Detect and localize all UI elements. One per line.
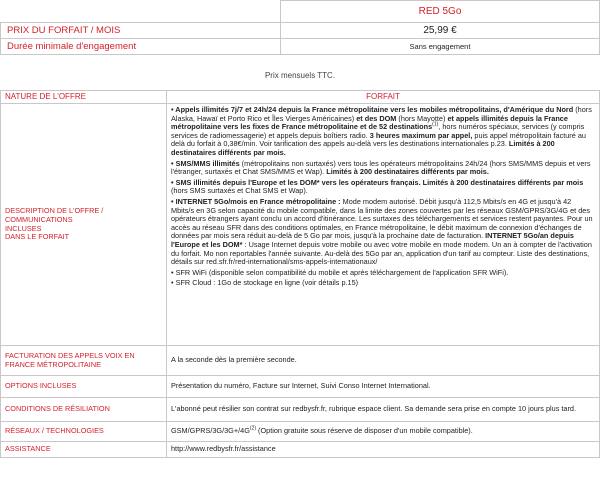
plan-name: RED 5Go — [281, 1, 600, 23]
internet-text: : Usage Internet depuis votre mobile ou avec votre mobile en mode modem. Un an à compter de l'activation du forfait. Mo non reportables l'année suivante. Au-delà des 5Go par an, application d'un tarif au compteur. Liste des destinations, détails sur red.sfr.fr/red-international/sms-appels-internationaux/ — [171, 239, 592, 267]
calls-text: (hors Alaska, Hawaï et Porto Rico et Îles Vierges Américaines) — [171, 105, 592, 123]
sms-eu-text: (hors SMS surtaxés et Chat SMS et Wap). — [171, 186, 308, 196]
sms-text: (métropolitains non surtaxés) vers tous les opérateurs métropolitains 24h/24 (hors SMS/MMS depuis et vers l'étranger, surtaxés et Chat SMS/MMS et Wap). — [171, 158, 591, 177]
offer-table — [0, 90, 600, 458]
summary-corner — [1, 1, 281, 23]
calls-text: , hors numéros spéciaux, services (y compris services de radiomessagerie) et appels depuis boîtiers radio. — [171, 122, 585, 140]
termination-label: CONDITIONS DE RÉSILIATION — [1, 398, 167, 422]
sms-text: • SMS/MMS illimités — [171, 158, 240, 168]
network-value — [167, 422, 600, 442]
description-label-line: DANS LE FORFAIT — [5, 232, 70, 242]
internet-text: Mode modem autorisé. Débit jusqu'à 112,5 Mbits/s en 4G et jusqu'à 42 Mbits/s en 3G selon capacité du mobile compatible, dans la limite des zones couvertes par les réseaux GSM/GPRS/3G/4G et des opérateurs étrangers ayant conclu un accord d'itinérance. Les surtaxes des téléchargements et services restent payantes. Pour un accès au réseau SFR dans des conditions optimales, en France métropolitaine, le débit maximum de connexion d'échanges de données par mois sera réduit au-delà de 5 Go par mois, jusqu'à la prochaine date de facturation. — [171, 196, 593, 241]
network-label: RÉSEAUX / TECHNOLOGIES — [1, 422, 167, 442]
calls-text: puis appel métropolitain facturé au delà du forfait à 0,38€/min. Voir tarification des appels au-delà vers les destinations internationales p.23. — [171, 130, 586, 149]
description-label-line: COMMUNICATIONS — [5, 214, 73, 224]
billing-value: A la seconde dès la première seconde. — [167, 346, 600, 376]
description-content — [167, 104, 600, 346]
footnote-ref: (2) — [249, 425, 256, 432]
sms-text: Limités à 200 destinataires différents par mois. — [326, 167, 489, 177]
internet-text: • INTERNET 5Go/mois en France métropolitaine : — [171, 196, 341, 206]
calls-text: et appels illimités depuis la France métropolitaine vers les fixes de France métropolitaine et de 52 destinations — [171, 113, 568, 132]
network-text: (Option gratuite sous réserve de disposer d'un mobile compatible). — [256, 426, 473, 436]
options-label: OPTIONS INCLUSES — [1, 376, 167, 398]
wifi-block: • SFR WiFi (disponible selon compatibilité du mobile et après téléchargement de l'application SFR WiFi). — [171, 267, 509, 277]
description-label-line: INCLUSES — [5, 223, 42, 233]
engagement-value: Sans engagement — [281, 39, 600, 55]
footnote-ref: (1) — [432, 121, 439, 128]
assistance-label: ASSISTANCE — [1, 442, 167, 458]
internet-text: INTERNET 5Go/an depuis l'Europe et les DOM* — [171, 231, 574, 249]
sms-eu-block — [171, 179, 595, 196]
description-label-line: DESCRIPTION DE L'OFFRE / — [5, 205, 104, 215]
options-value: Présentation du numéro, Facture sur Internet, Suivi Conso Internet International. — [167, 376, 600, 398]
calls-text: 3 heures maximum par appel, — [369, 130, 473, 140]
assistance-link[interactable]: http://www.redbysfr.fr/assistance — [167, 442, 600, 458]
header-nature: NATURE DE L'OFFRE — [1, 91, 167, 104]
price-value: 25,99 € — [281, 23, 600, 39]
calls-text: (hors Mayotte) — [396, 113, 448, 123]
description-label — [1, 104, 167, 346]
sms-block — [171, 160, 595, 177]
sms-eu-text: • SMS illimités depuis l'Europe et les DOM* vers les opérateurs français. Limités à 200 destinataires différents par mois — [171, 177, 584, 187]
summary-table — [0, 0, 600, 55]
calls-text: Limités à 200 destinataires différents par mois. — [171, 139, 555, 157]
price-label: PRIX DU FORFAIT / MOIS — [1, 23, 281, 39]
header-forfait: FORFAIT — [167, 91, 600, 104]
engagement-label: Durée minimale d'engagement — [1, 39, 281, 55]
termination-value: L'abonné peut résilier son contrat sur redbysfr.fr, rubrique espace client. Sa demande sera prise en compte 10 jours plus tard. — [167, 398, 600, 422]
calls-block — [171, 106, 595, 158]
internet-block — [171, 198, 595, 267]
network-text: GSM/GPRS/3G/3G+/4G — [171, 426, 250, 436]
price-note: Prix mensuels TTC. — [264, 71, 336, 80]
calls-text: et des DOM — [356, 113, 397, 123]
cloud-block: • SFR Cloud : 1Go de stockage en ligne (voir détails p.15) — [171, 278, 359, 288]
billing-label: FACTURATION DES APPELS VOIX EN FRANCE MÉTROPOLITAINE — [1, 346, 167, 376]
calls-text: • Appels illimités 7j/7 et 24h/24 depuis la France métropolitaine vers les mobiles métropolitains, d'Amérique du Nord — [171, 105, 574, 114]
